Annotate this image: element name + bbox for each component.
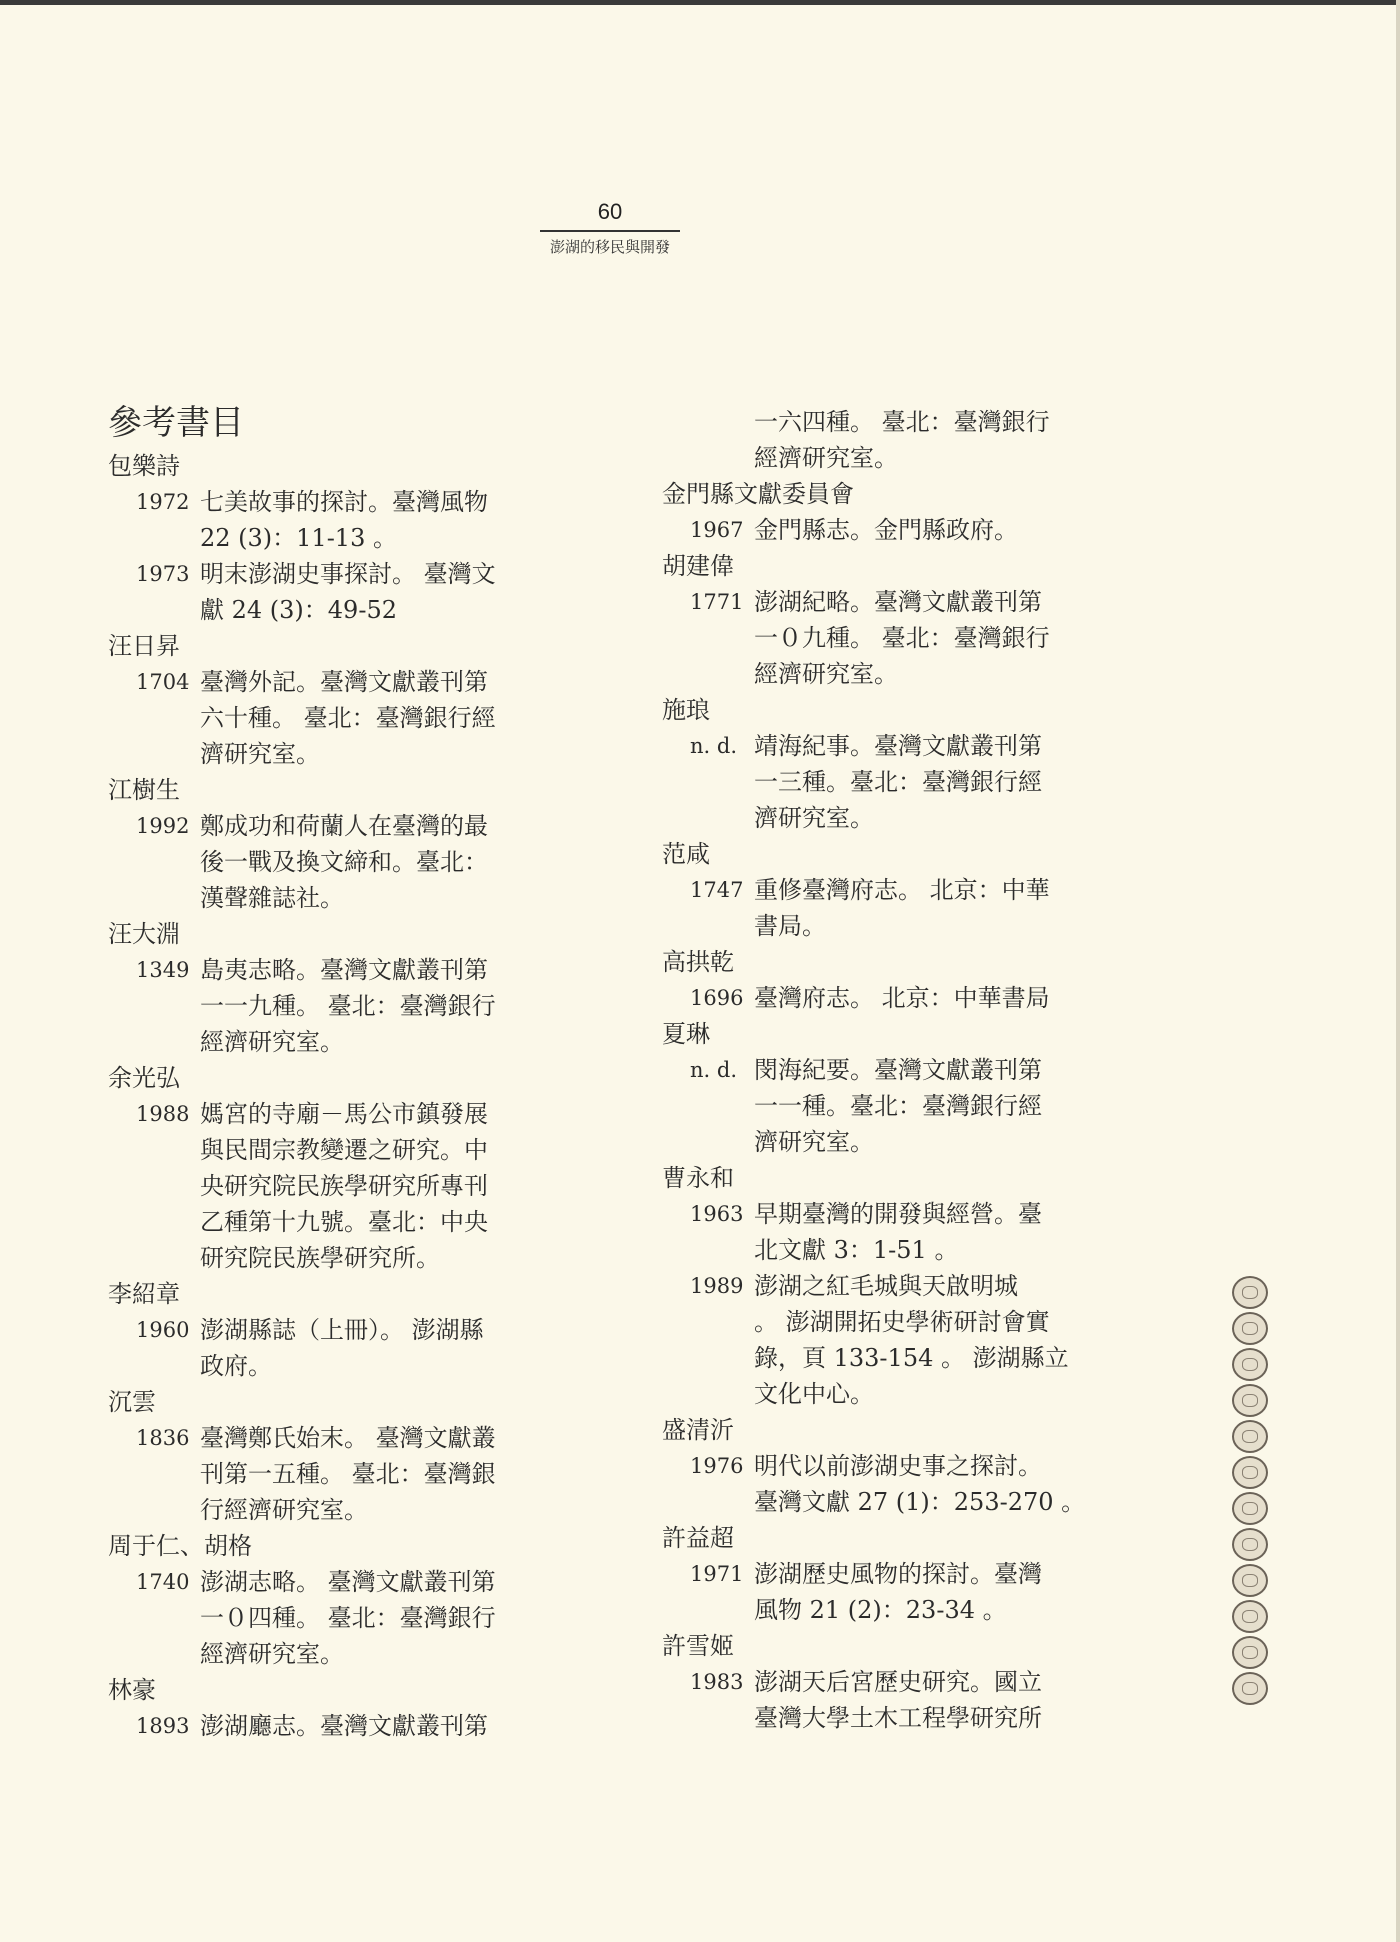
reference-year: 1992 (136, 814, 190, 838)
reference-year: 1960 (136, 1318, 190, 1342)
page-number: 60 (597, 199, 623, 224)
reference-line: 明代以前澎湖史事之探討。 (754, 1452, 1042, 1480)
reference-entry (662, 1448, 1112, 1520)
reference-line: 鄭成功和荷蘭人在臺灣的最 (200, 812, 488, 840)
reference-line: 一０四種。 臺北：臺灣銀行 (200, 1604, 496, 1632)
reference-year: n. d. (690, 734, 737, 758)
seal-ornament-icon (1232, 1312, 1268, 1345)
reference-line: 閔海紀要。臺灣文獻叢刊第 (754, 1056, 1042, 1084)
reference-line: 風物 21 (2)：23-34 。 (754, 1596, 1007, 1624)
reference-line: 臺灣外記。臺灣文獻叢刊第 (200, 668, 488, 696)
reference-line: 濟研究室。 (200, 740, 320, 768)
reference-entry (108, 556, 548, 628)
seal-ornament-icon (1232, 1456, 1268, 1489)
reference-author: 金門縣文獻委員會 (662, 480, 854, 508)
reference-line: 行經濟研究室。 (200, 1496, 368, 1524)
reference-line: 澎湖天后宮歷史研究。國立 (754, 1668, 1042, 1696)
page-top-edge (0, 0, 1400, 5)
reference-line: 後一戰及換文締和。臺北： (200, 848, 488, 876)
reference-line: 臺灣鄭氏始末。 臺灣文獻叢 (200, 1424, 496, 1452)
reference-line: 澎湖志略。 臺灣文獻叢刊第 (200, 1568, 496, 1596)
reference-entry (108, 484, 548, 556)
reference-entry (662, 512, 1112, 548)
reference-author: 包樂詩 (108, 452, 180, 480)
reference-line: 臺灣文獻 27 (1)：253-270 。 (754, 1488, 1086, 1516)
reference-entry (108, 664, 548, 772)
reference-line: 一三種。臺北：臺灣銀行經 (754, 768, 1042, 796)
reference-line: 六十種。 臺北：臺灣銀行經 (200, 704, 496, 732)
reference-year: 1976 (690, 1454, 744, 1478)
reference-author: 許雪姬 (662, 1632, 734, 1660)
reference-author: 周于仁、胡格 (108, 1532, 252, 1560)
reference-line: 獻 24 (3)：49-52 (200, 596, 397, 624)
seal-ornament-icon (1232, 1564, 1268, 1597)
reference-entry (108, 952, 548, 1060)
seal-ornament-icon (1232, 1420, 1268, 1453)
reference-year: 1836 (136, 1426, 190, 1450)
reference-line: 媽宮的寺廟－馬公市鎮發展 (200, 1100, 488, 1128)
seal-ornament-icon (1232, 1528, 1268, 1561)
reference-entry (108, 808, 548, 916)
reference-line: 政府。 (200, 1352, 272, 1380)
reference-author: 江樹生 (108, 776, 180, 804)
seal-ornament-icon (1232, 1276, 1268, 1309)
reference-line: 漢聲雜誌社。 (200, 884, 344, 912)
reference-line: 早期臺灣的開發與經營。臺 (754, 1200, 1042, 1228)
section-title: 參考書目 (108, 403, 244, 443)
reference-author: 李紹章 (108, 1280, 180, 1308)
reference-author: 許益超 (662, 1524, 734, 1552)
reference-year: 1988 (136, 1102, 190, 1126)
reference-line: 乙種第十九號。臺北：中央 (200, 1208, 488, 1236)
seal-ornament-icon (1232, 1492, 1268, 1525)
reference-author: 范咸 (662, 840, 710, 868)
reference-year: 1963 (690, 1202, 744, 1226)
reference-line: 錄，頁 133-154 。 澎湖縣立 (754, 1344, 1069, 1372)
reference-line: 七美故事的探討。臺灣風物 (200, 488, 488, 516)
reference-line: 澎湖廳志。臺灣文獻叢刊第 (200, 1712, 488, 1740)
reference-line: 澎湖紀略。臺灣文獻叢刊第 (754, 588, 1042, 616)
reference-line: 央研究院民族學研究所專刊 (200, 1172, 488, 1200)
reference-author: 汪大淵 (108, 920, 180, 948)
reference-line: 一六四種。 臺北：臺灣銀行 (754, 408, 1050, 436)
reference-year: 1989 (690, 1274, 744, 1298)
reference-entry (662, 728, 1112, 836)
reference-line: 22 (3)：11-13 。 (200, 524, 397, 552)
reference-author: 曹永和 (662, 1164, 734, 1192)
reference-year: 1740 (136, 1570, 190, 1594)
reference-entry (108, 1420, 548, 1528)
reference-entry (662, 1556, 1112, 1628)
reference-author: 夏琳 (662, 1020, 710, 1048)
reference-line: 臺灣府志。 北京：中華書局 (754, 984, 1050, 1012)
reference-entry (108, 1096, 548, 1276)
reference-entry (662, 872, 1112, 944)
reference-line: 。 澎湖開拓史學術研討會實 (754, 1308, 1050, 1336)
reference-line: 一一種。臺北：臺灣銀行經 (754, 1092, 1042, 1120)
reference-entry (662, 980, 1112, 1016)
reference-entry (108, 1312, 548, 1384)
reference-line: 文化中心。 (754, 1380, 874, 1408)
reference-line: 刊第一五種。 臺北：臺灣銀 (200, 1460, 496, 1488)
reference-author: 汪日昇 (108, 632, 180, 660)
reference-year: 1747 (690, 878, 744, 902)
reference-entry (108, 1708, 548, 1744)
reference-line: 靖海紀事。臺灣文獻叢刊第 (754, 732, 1042, 760)
reference-line: 臺灣大學土木工程學研究所 (754, 1704, 1042, 1732)
reference-year: 1967 (690, 518, 744, 542)
reference-line: 明末澎湖史事探討。 臺灣文 (200, 560, 496, 588)
page-right-edge (1396, 0, 1400, 1942)
reference-author: 胡建偉 (662, 552, 734, 580)
reference-line: 澎湖縣誌（上冊）。 澎湖縣 (200, 1316, 484, 1344)
seal-ornament-strip (1232, 1276, 1272, 1708)
reference-line: 一０九種。 臺北：臺灣銀行 (754, 624, 1050, 652)
reference-author: 余光弘 (108, 1064, 180, 1092)
reference-author: 林豪 (108, 1676, 156, 1704)
reference-author: 高拱乾 (662, 948, 734, 976)
reference-year: 1771 (690, 590, 744, 614)
reference-entry (662, 584, 1112, 692)
seal-ornament-icon (1232, 1348, 1268, 1381)
page-header (540, 198, 680, 257)
reference-author: 沉雲 (108, 1388, 156, 1416)
running-title: 澎湖的移民與開發 (549, 238, 670, 256)
reference-year: 1704 (136, 670, 190, 694)
reference-author: 盛清沂 (662, 1416, 734, 1444)
reference-line: 澎湖歷史風物的探討。臺灣 (754, 1560, 1042, 1588)
reference-year: 1971 (690, 1562, 744, 1586)
seal-ornament-icon (1232, 1600, 1268, 1633)
left-column (108, 400, 548, 1744)
seal-ornament-icon (1232, 1636, 1268, 1669)
right-column (662, 404, 1112, 1736)
reference-author: 施琅 (662, 696, 710, 724)
seal-ornament-icon (1232, 1672, 1268, 1705)
header-rule (540, 230, 680, 232)
reference-entry (662, 1196, 1112, 1268)
reference-line: 經濟研究室。 (754, 444, 898, 472)
reference-line: 書局。 (754, 912, 826, 940)
reference-line: 島夷志略。臺灣文獻叢刊第 (200, 956, 488, 984)
reference-line: 金門縣志。金門縣政府。 (754, 516, 1018, 544)
reference-year: 1696 (690, 986, 744, 1010)
reference-line: 經濟研究室。 (200, 1640, 344, 1668)
reference-line: 研究院民族學研究所。 (200, 1244, 440, 1272)
reference-line: 濟研究室。 (754, 804, 874, 832)
reference-year: 1893 (136, 1714, 190, 1738)
reference-year: n. d. (690, 1058, 737, 1082)
reference-continuation (662, 404, 1112, 476)
reference-line: 重修臺灣府志。 北京：中華 (754, 876, 1050, 904)
reference-year: 1349 (136, 958, 190, 982)
reference-line: 經濟研究室。 (200, 1028, 344, 1056)
reference-line: 濟研究室。 (754, 1128, 874, 1156)
right-reference-list (662, 404, 1112, 1736)
reference-line: 與民間宗教變遷之研究。中 (200, 1136, 488, 1164)
reference-year: 1972 (136, 490, 190, 514)
reference-line: 一一九種。 臺北：臺灣銀行 (200, 992, 496, 1020)
reference-line: 經濟研究室。 (754, 660, 898, 688)
reference-entry (662, 1268, 1112, 1412)
reference-year: 1983 (690, 1670, 744, 1694)
reference-line: 澎湖之紅毛城與天啟明城 (754, 1272, 1018, 1300)
reference-year: 1973 (136, 562, 190, 586)
left-reference-list (108, 448, 548, 1744)
reference-entry (662, 1052, 1112, 1160)
reference-entry (662, 1664, 1112, 1736)
seal-ornament-icon (1232, 1384, 1268, 1417)
reference-entry (108, 1564, 548, 1672)
reference-line: 北文獻 3：1-51 。 (754, 1236, 959, 1264)
